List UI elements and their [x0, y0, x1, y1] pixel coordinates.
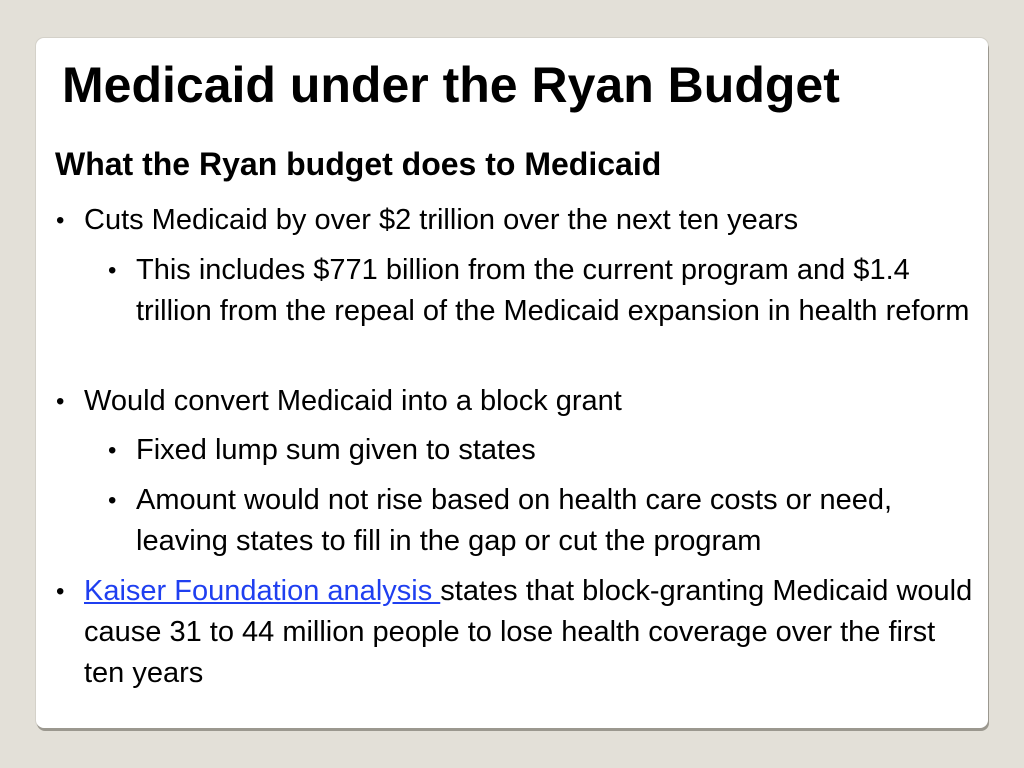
- bullet-text: Amount would not rise based on health care costs or need, leaving states to fill in the gap or cut the program: [136, 484, 893, 557]
- bullet-text: Cuts Medicaid by over $2 trillion over the next ten years: [84, 204, 799, 236]
- bullet-cuts-medicaid: [56, 200, 974, 241]
- bullet-block-grant: [56, 381, 974, 422]
- sub-bullet-amount-not-rise: [108, 480, 981, 562]
- slide-subheading: What the Ryan budget does to Medicaid: [55, 146, 662, 182]
- bullet-text: Fixed lump sum given to states: [136, 434, 536, 466]
- bullet-icon: •: [108, 437, 117, 464]
- bullet-text: This includes $771 billion from the current program and $1.4 trillion from the repeal of the Medicaid expansion in health reform: [136, 254, 970, 327]
- bullet-icon: •: [56, 578, 65, 605]
- bullet-kaiser-analysis: [56, 571, 974, 694]
- bullet-icon: •: [108, 487, 117, 514]
- bullet-text: Would convert Medicaid into a block grant: [84, 385, 622, 417]
- bullet-text: states that block-granting Medicaid would cause 31 to 44 million people to lose health coverage over the first ten years: [84, 575, 973, 689]
- slide-title: Medicaid under the Ryan Budget: [62, 57, 840, 113]
- bullet-icon: •: [108, 257, 117, 284]
- kaiser-analysis-link[interactable]: Kaiser Foundation analysis: [84, 575, 441, 607]
- bullet-icon: •: [56, 207, 65, 234]
- bullet-icon: •: [56, 388, 65, 415]
- sub-bullet-771-billion: [108, 250, 981, 332]
- sub-bullet-fixed-lump-sum: [108, 430, 981, 471]
